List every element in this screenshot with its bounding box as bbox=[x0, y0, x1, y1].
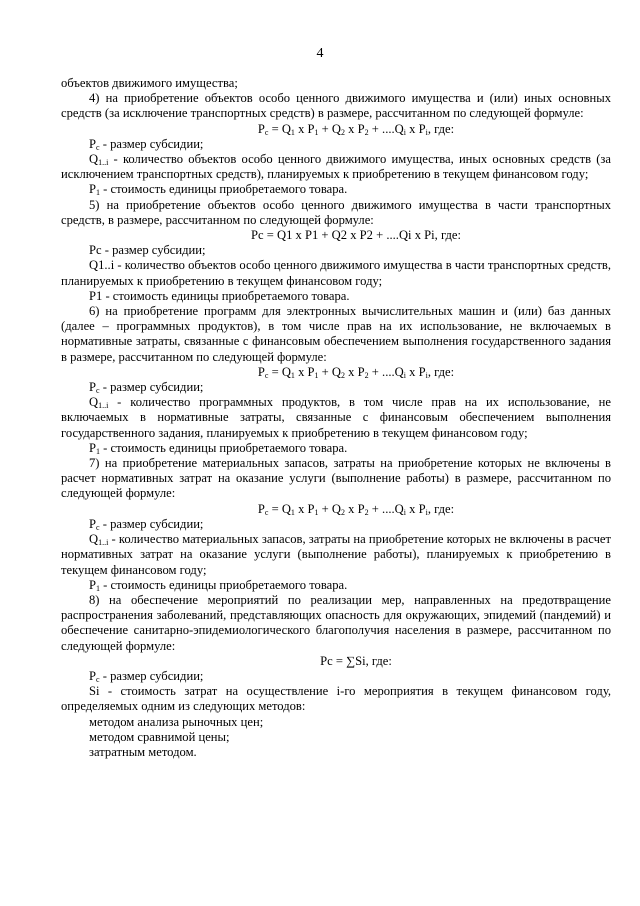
paragraph-text: 7) на приобретение материальных запасов, затраты на приобретение которых не включены в расчет нормативных затрат на оказание услуги (выполнение работы) в размере, рассчитанном по следующей формуле: bbox=[61, 456, 611, 501]
paragraph bbox=[61, 258, 611, 288]
paragraph-text: - стоимость единицы приобретаемого товара. bbox=[100, 182, 348, 197]
paragraph bbox=[61, 137, 611, 152]
paragraph-text: Q1..i - количество объектов особо ценного движимого имущества в части транспортных средств, планируемых к приобретению в текущем финансовом году; bbox=[61, 258, 611, 288]
paragraph bbox=[61, 152, 611, 182]
variable-symbol: $P_c$ bbox=[89, 380, 100, 396]
paragraph bbox=[61, 532, 611, 578]
paragraph bbox=[61, 304, 611, 365]
paragraph bbox=[61, 715, 611, 730]
document-body bbox=[61, 76, 611, 760]
paragraph bbox=[61, 456, 611, 502]
paragraph-text: P1 - стоимость единицы приобретаемого товара. bbox=[89, 288, 350, 303]
paragraph bbox=[61, 745, 611, 760]
paragraph-text: методом анализа рыночных цен; bbox=[89, 714, 264, 729]
paragraph-text: затратным методом. bbox=[89, 744, 197, 759]
paragraph-text: Pc = Q1 x P1 + Q2 x P2 + ....Qi x Pi, где: bbox=[251, 228, 461, 243]
paragraph bbox=[61, 380, 611, 395]
paragraph bbox=[61, 684, 611, 714]
formula-line: $P_c = Q_1$ x $P_1 + Q_2$ x $P_2 + ....Q_i$ x $P_i$, где: bbox=[257, 121, 455, 137]
paragraph bbox=[61, 91, 611, 121]
paragraph bbox=[61, 578, 611, 593]
paragraph-text: 8) на обеспечение мероприятий по реализации мер, направленных на предотвращение распространения заболеваний, представляющих опасность для окружающих, эпидемий (пандемий) и обеспечение санитарно-эпидемиологического благополучия населения в размере, рассчитанном по следующей формуле: bbox=[61, 592, 611, 653]
paragraph bbox=[61, 395, 611, 441]
variable-symbol: $P_1$ bbox=[89, 182, 101, 198]
paragraph-text: Pc - размер субсидии; bbox=[89, 243, 206, 258]
paragraph bbox=[61, 182, 611, 197]
variable-symbol: $P_c$ bbox=[89, 136, 100, 152]
paragraph bbox=[61, 243, 611, 258]
paragraph-text: Si - стоимость затрат на осуществление i-го мероприятия в текущем финансовом году, определяемых одним из следующих методов: bbox=[61, 684, 611, 714]
paragraph-text: 4) на приобретение объектов особо ценного движимого имущества и (или) иных основных средств (за исключение транспортных средств) в размере, рассчитанном по следующей формуле: bbox=[61, 91, 611, 121]
paragraph bbox=[61, 441, 611, 456]
paragraph bbox=[61, 669, 611, 684]
formula-line: $P_c = Q_1$ x $P_1 + Q_2$ x $P_2 + ....Q_i$ x $P_i$, где: bbox=[257, 501, 455, 517]
page-number: 4 bbox=[316, 46, 324, 61]
paragraph bbox=[61, 198, 611, 228]
paragraph-text: - размер субсидии; bbox=[99, 516, 204, 531]
variable-symbol: $P_1$ bbox=[89, 440, 101, 456]
paragraph-text: - количество программных продуктов, в том числе прав на их использование, не включаемых в нормативные затраты, связанные с финансовым обеспечением выполнения государственного задания, планируемых к приобретению в текущем финансовом году; bbox=[61, 395, 611, 440]
paragraph bbox=[61, 289, 611, 304]
paragraph-text: Pc = ∑Si, где: bbox=[320, 653, 392, 668]
paragraph bbox=[61, 593, 611, 654]
paragraph bbox=[61, 517, 611, 532]
variable-symbol: $P_1$ bbox=[89, 577, 101, 593]
paragraph-text: методом сравнимой цены; bbox=[89, 729, 230, 744]
paragraph-text: - стоимость единицы приобретаемого товара. bbox=[100, 440, 348, 455]
paragraph-text: - количество объектов особо ценного движимого имущества, иных основных средств (за исключением транспортных средств), планируемых к приобретению в текущем финансовом году; bbox=[61, 152, 611, 182]
variable-symbol: $P_c$ bbox=[89, 516, 100, 532]
paragraph-text: 6) на приобретение программ для электронных вычислительных машин и (или) баз данных (далее – программных продуктов), в том числе прав на их использование, не включаемых в нормативные затраты, связанные с финансовым обеспечением выполнения государственного задания в размере, рассчитанном по следующей формуле: bbox=[61, 304, 611, 364]
variable-symbol: $Q_{1..i}$ bbox=[89, 532, 109, 548]
variable-symbol: $Q_{1..i}$ bbox=[89, 152, 109, 168]
paragraph-text: - стоимость единицы приобретаемого товара. bbox=[100, 577, 348, 592]
paragraph-text: - количество материальных запасов, затраты на приобретение которых не включены в расчет нормативных затрат на оказание услуги (выполнение работы), планируемых к приобретению в текущем финансовом году; bbox=[61, 532, 611, 577]
paragraph-text: 5) на приобретение объектов особо ценного движимого имущества в части транспортных средств, в размере, рассчитанном по следующей формуле: bbox=[61, 197, 611, 227]
formula-line bbox=[61, 654, 611, 669]
paragraph-text: - размер субсидии; bbox=[99, 668, 204, 683]
variable-symbol: $P_c$ bbox=[89, 668, 100, 684]
paragraph-text: - размер субсидии; bbox=[99, 380, 204, 395]
paragraph-text: - размер субсидии; bbox=[99, 136, 204, 151]
paragraph bbox=[61, 730, 611, 745]
variable-symbol: $Q_{1..i}$ bbox=[89, 395, 109, 411]
paragraph-text: объектов движимого имущества; bbox=[61, 76, 238, 90]
formula-line bbox=[61, 228, 611, 243]
paragraph bbox=[61, 76, 611, 91]
formula-line: $P_c = Q_1$ x $P_1 + Q_2$ x $P_2 + ....Q_i$ x $P_i$, где: bbox=[257, 364, 455, 380]
